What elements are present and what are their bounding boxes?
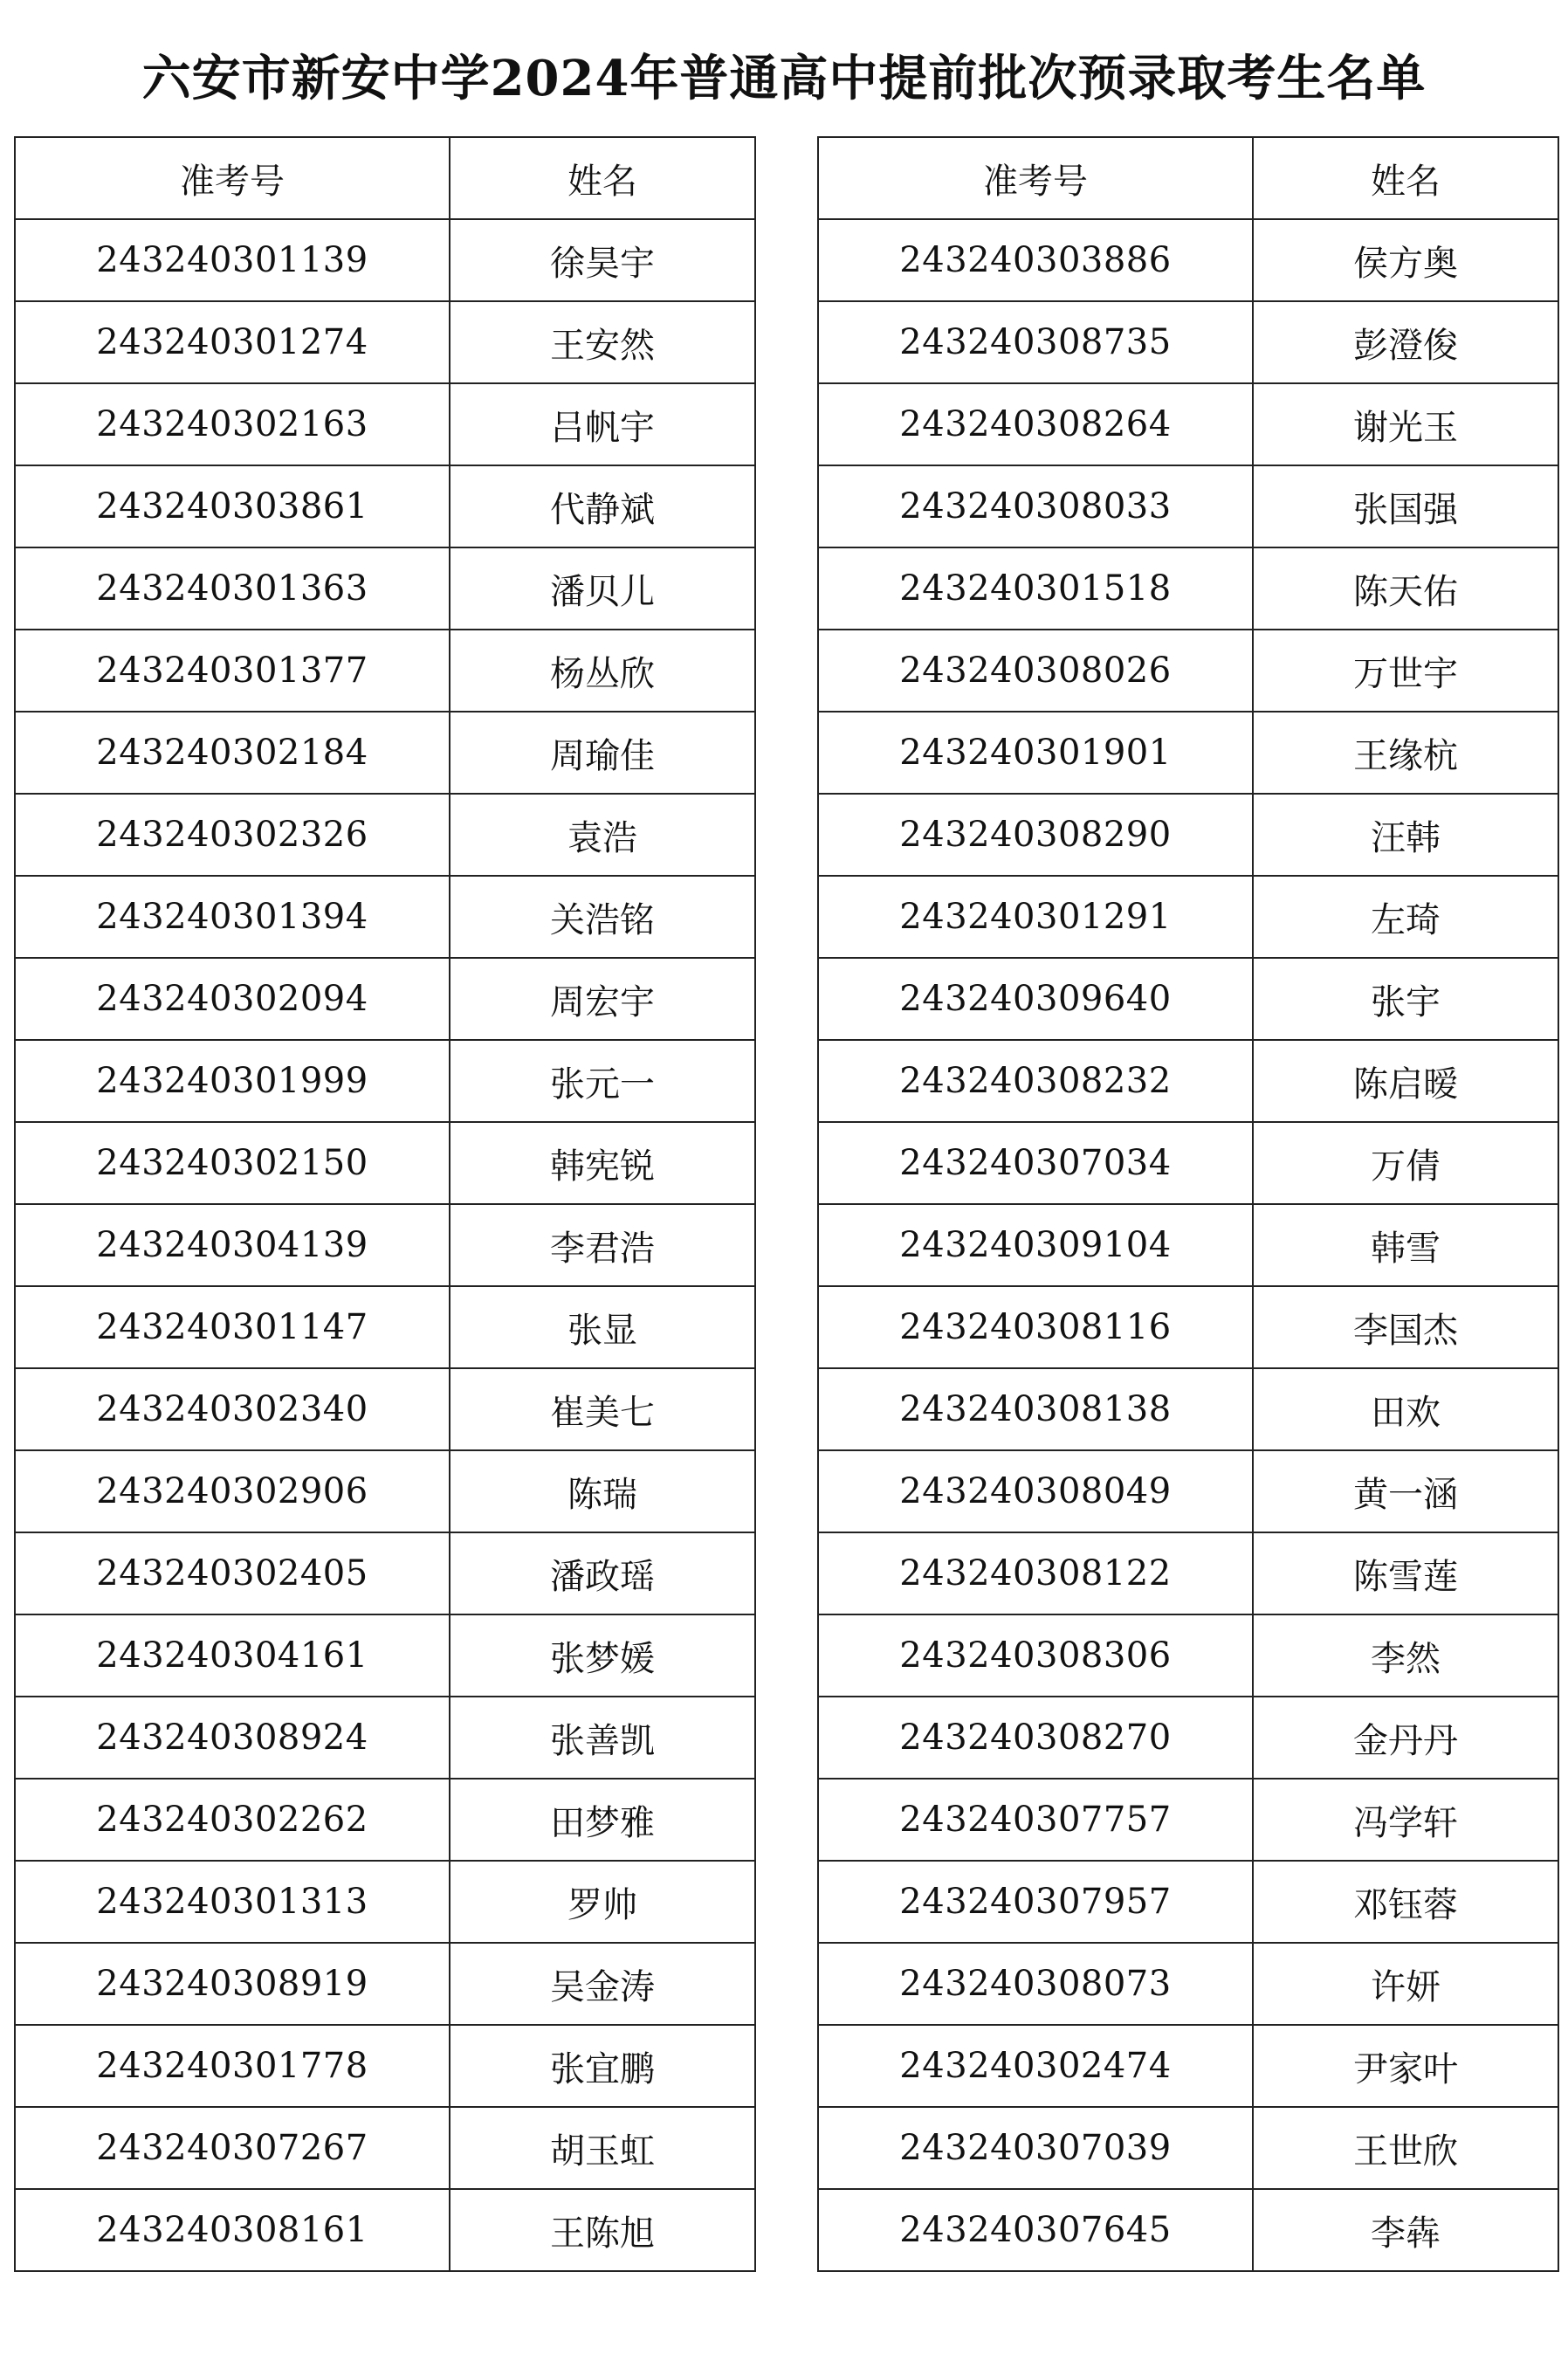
table-row: [818, 876, 1558, 958]
student-name-cell: 谢光玉: [1253, 383, 1558, 465]
column-header-exam-no: 准考号: [15, 137, 450, 219]
student-name-cell: 袁浩: [450, 794, 755, 876]
table-row: [818, 630, 1558, 712]
exam-number-cell: 243240308161: [15, 2189, 450, 2271]
table-row: [818, 1204, 1558, 1286]
exam-number-cell: 243240301518: [818, 547, 1253, 630]
table-row: [818, 1779, 1558, 1861]
student-name-cell: 冯学轩: [1253, 1779, 1558, 1861]
table-row: [15, 712, 755, 794]
exam-number-cell: 243240308026: [818, 630, 1253, 712]
student-name-cell: 彭澄俊: [1253, 301, 1558, 383]
table-row: [15, 219, 755, 301]
header-row: [15, 137, 755, 219]
exam-number-cell: 243240307757: [818, 1779, 1253, 1861]
student-name-cell: 邓钰蓉: [1253, 1861, 1558, 1943]
student-name-cell: 尹家叶: [1253, 2025, 1558, 2107]
table-row: [15, 958, 755, 1040]
exam-number-cell: 243240308924: [15, 1697, 450, 1779]
student-name-cell: 张元一: [450, 1040, 755, 1122]
student-name-cell: 徐昊宇: [450, 219, 755, 301]
column-header-name: 姓名: [450, 137, 755, 219]
table-row: [818, 219, 1558, 301]
table-row: [818, 1286, 1558, 1368]
student-name-cell: 罗帅: [450, 1861, 755, 1943]
table-row: [818, 301, 1558, 383]
exam-number-cell: 243240308122: [818, 1532, 1253, 1614]
exam-number-cell: 243240302906: [15, 1450, 450, 1532]
exam-number-cell: 243240303886: [818, 219, 1253, 301]
student-name-cell: 周瑜佳: [450, 712, 755, 794]
student-name-cell: 张梦媛: [450, 1614, 755, 1697]
student-name-cell: 陈天佑: [1253, 547, 1558, 630]
exam-number-cell: 243240309104: [818, 1204, 1253, 1286]
column-header-exam-no: 准考号: [818, 137, 1253, 219]
exam-number-cell: 243240302150: [15, 1122, 450, 1204]
exam-number-cell: 243240309640: [818, 958, 1253, 1040]
student-name-cell: 张宇: [1253, 958, 1558, 1040]
student-name-cell: 吴金涛: [450, 1943, 755, 2025]
table-row: [818, 1532, 1558, 1614]
exam-number-cell: 243240308073: [818, 1943, 1253, 2025]
student-name-cell: 汪韩: [1253, 794, 1558, 876]
table-row: [818, 1450, 1558, 1532]
exam-number-cell: 243240304161: [15, 1614, 450, 1697]
exam-number-cell: 243240301778: [15, 2025, 450, 2107]
table-row: [15, 2189, 755, 2271]
exam-number-cell: 243240308919: [15, 1943, 450, 2025]
exam-number-cell: 243240308290: [818, 794, 1253, 876]
table-row: [818, 1614, 1558, 1697]
table-row: [818, 712, 1558, 794]
table-row: [818, 465, 1558, 547]
exam-number-cell: 243240301377: [15, 630, 450, 712]
student-name-cell: 张善凯: [450, 1697, 755, 1779]
exam-number-cell: 243240301999: [15, 1040, 450, 1122]
exam-number-cell: 243240308049: [818, 1450, 1253, 1532]
table-row: [15, 547, 755, 630]
exam-number-cell: 243240301274: [15, 301, 450, 383]
table-row: [818, 1697, 1558, 1779]
table-row: [818, 2189, 1558, 2271]
exam-number-cell: 243240301291: [818, 876, 1253, 958]
exam-number-cell: 243240301147: [15, 1286, 450, 1368]
student-name-cell: 陈雪莲: [1253, 1532, 1558, 1614]
table-row: [15, 1040, 755, 1122]
student-name-cell: 王安然: [450, 301, 755, 383]
table-row: [818, 1040, 1558, 1122]
table-row: [15, 1532, 755, 1614]
exam-number-cell: 243240308033: [818, 465, 1253, 547]
exam-number-cell: 243240308306: [818, 1614, 1253, 1697]
table-row: [15, 1122, 755, 1204]
exam-number-cell: 243240302163: [15, 383, 450, 465]
table-row: [15, 1779, 755, 1861]
table-row: [15, 2025, 755, 2107]
table-row: [818, 794, 1558, 876]
table-row: [15, 1368, 755, 1450]
exam-number-cell: 243240308116: [818, 1286, 1253, 1368]
exam-number-cell: 243240302405: [15, 1532, 450, 1614]
student-name-cell: 陈启暧: [1253, 1040, 1558, 1122]
student-name-cell: 左琦: [1253, 876, 1558, 958]
table-row: [15, 301, 755, 383]
column-header-name: 姓名: [1253, 137, 1558, 219]
table-row: [15, 1286, 755, 1368]
table-row: [818, 2107, 1558, 2189]
table-row: [15, 1943, 755, 2025]
table-row: [15, 1861, 755, 1943]
header-row: [818, 137, 1558, 219]
student-name-cell: 田欢: [1253, 1368, 1558, 1450]
student-name-cell: 崔美七: [450, 1368, 755, 1450]
student-name-cell: 张宜鹏: [450, 2025, 755, 2107]
table-row: [818, 1368, 1558, 1450]
student-name-cell: 代静斌: [450, 465, 755, 547]
table-row: [15, 383, 755, 465]
student-name-cell: 侯方奥: [1253, 219, 1558, 301]
table-row: [818, 2025, 1558, 2107]
table-row: [15, 794, 755, 876]
table-row: [818, 958, 1558, 1040]
student-name-cell: 韩雪: [1253, 1204, 1558, 1286]
student-name-cell: 黄一涵: [1253, 1450, 1558, 1532]
table-row: [15, 1450, 755, 1532]
student-name-cell: 周宏宇: [450, 958, 755, 1040]
exam-number-cell: 243240302262: [15, 1779, 450, 1861]
roster-table-left: [14, 136, 756, 2272]
page-title: 六安市新安中学2024年普通高中提前批次预录取考生名单: [141, 50, 1427, 107]
exam-number-cell: 243240307034: [818, 1122, 1253, 1204]
student-name-cell: 金丹丹: [1253, 1697, 1558, 1779]
exam-number-cell: 243240308138: [818, 1368, 1253, 1450]
student-name-cell: 王陈旭: [450, 2189, 755, 2271]
table-row: [15, 465, 755, 547]
exam-number-cell: 243240301394: [15, 876, 450, 958]
exam-number-cell: 243240307039: [818, 2107, 1253, 2189]
student-name-cell: 胡玉虹: [450, 2107, 755, 2189]
exam-number-cell: 243240301139: [15, 219, 450, 301]
exam-number-cell: 243240301363: [15, 547, 450, 630]
student-name-cell: 李国杰: [1253, 1286, 1558, 1368]
student-name-cell: 王缘杭: [1253, 712, 1558, 794]
student-name-cell: 万世宇: [1253, 630, 1558, 712]
student-name-cell: 潘政瑶: [450, 1532, 755, 1614]
table-row: [15, 1204, 755, 1286]
table-row: [15, 1614, 755, 1697]
exam-number-cell: 243240308270: [818, 1697, 1253, 1779]
student-name-cell: 李君浩: [450, 1204, 755, 1286]
exam-number-cell: 243240302474: [818, 2025, 1253, 2107]
student-name-cell: 王世欣: [1253, 2107, 1558, 2189]
roster-table-right: [817, 136, 1559, 2272]
exam-number-cell: 243240307267: [15, 2107, 450, 2189]
table-row: [818, 1122, 1558, 1204]
table-row: [818, 383, 1558, 465]
student-name-cell: 许妍: [1253, 1943, 1558, 2025]
student-name-cell: 李犇: [1253, 2189, 1558, 2271]
exam-number-cell: 243240301901: [818, 712, 1253, 794]
student-name-cell: 潘贝儿: [450, 547, 755, 630]
student-name-cell: 关浩铭: [450, 876, 755, 958]
exam-number-cell: 243240302094: [15, 958, 450, 1040]
student-name-cell: 张显: [450, 1286, 755, 1368]
exam-number-cell: 243240307957: [818, 1861, 1253, 1943]
student-name-cell: 张国强: [1253, 465, 1558, 547]
exam-number-cell: 243240302184: [15, 712, 450, 794]
table-row: [818, 547, 1558, 630]
table-row: [15, 876, 755, 958]
roster-body-left: [15, 219, 755, 2271]
table-row: [818, 1861, 1558, 1943]
student-name-cell: 杨丛欣: [450, 630, 755, 712]
table-row: [15, 1697, 755, 1779]
exam-number-cell: 243240308735: [818, 301, 1253, 383]
exam-number-cell: 243240302340: [15, 1368, 450, 1450]
student-name-cell: 韩宪锐: [450, 1122, 755, 1204]
table-row: [15, 2107, 755, 2189]
table-row: [818, 1943, 1558, 2025]
student-name-cell: 吕帆宇: [450, 383, 755, 465]
student-name-cell: 田梦雅: [450, 1779, 755, 1861]
student-name-cell: 李然: [1253, 1614, 1558, 1697]
exam-number-cell: 243240301313: [15, 1861, 450, 1943]
table-row: [15, 630, 755, 712]
exam-number-cell: 243240303861: [15, 465, 450, 547]
exam-number-cell: 243240302326: [15, 794, 450, 876]
exam-number-cell: 243240308232: [818, 1040, 1253, 1122]
student-name-cell: 陈瑞: [450, 1450, 755, 1532]
exam-number-cell: 243240308264: [818, 383, 1253, 465]
student-name-cell: 万倩: [1253, 1122, 1558, 1204]
exam-number-cell: 243240304139: [15, 1204, 450, 1286]
roster-body-right: [818, 219, 1558, 2271]
exam-number-cell: 243240307645: [818, 2189, 1253, 2271]
